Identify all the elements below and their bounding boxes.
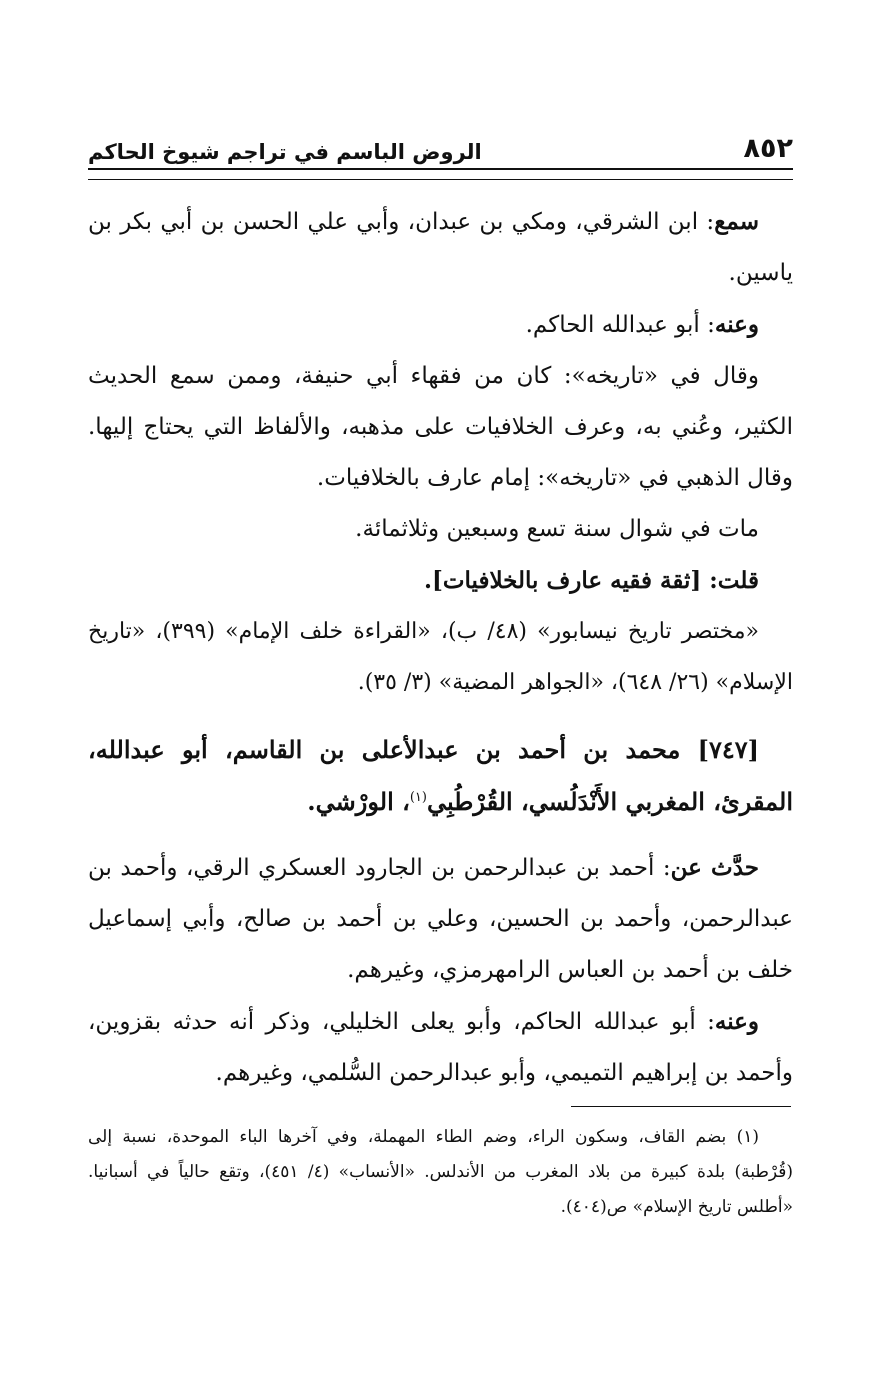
entry-heading-747 [88,724,793,828]
page-body [88,196,793,1099]
label-anhu: وعنه [714,311,759,338]
footnote-rule [571,1106,791,1107]
paragraph-sources: «مختصر تاريخ نيسابور» (٤٨/ ب)، «القراءة خلف الإمام» (٣٩٩)، «تاريخ الإسلام» (٢٦/ ٦٤٨)، «الجواهر المضية» (٣/ ٣٥). [88,619,793,695]
footnote-ref: (١) [409,790,427,805]
paragraph-haddatha [88,842,793,996]
text-anhu: : أبو عبدالله الحاكم. [525,312,715,338]
entry-heading-tail: ، الورْشي. [307,787,410,816]
page-number: ٨٥٢ [743,133,793,164]
running-title: الروض الباسم في تراجم شيوخ الحاكم [88,140,482,164]
paragraph-qultu: قلت: [ثقة فقيه عارف بالخلافيات]. [423,567,759,594]
footnote-text: (١) بضم القاف، وسكون الراء، وضم الطاء المهملة، وفي آخرها الباء الموحدة، نسبة إلى (قُرْطبة) بلدة كبيرة من بلاد المغرب من الأندلس. «الأنساب» (٤/ ٤٥١)، وتقع حالياً في أسبانيا. «أطلس تاريخ الإسلام» ص(٤٠٤). [88,1127,793,1217]
label-sami: سمع [714,208,759,235]
paragraph-death: مات في شوال سنة تسع وسبعين وثلاثمائة. [355,516,759,542]
paragraph-anhu-747 [88,996,793,1099]
text-anhu-747: : أبو عبدالله الحاكم، وأبو يعلى الخليلي، وذكر أنه حدثه بقزوين، وأحمد بن إبراهيم التميمي، وأبو عبدالرحمن السُّلمي، وغيرهم. [88,1009,793,1086]
paragraph-sami [88,196,793,299]
text-haddatha: : أحمد بن عبدالرحمن بن الجارود العسكري الرقي، وأحمد بن عبدالرحمن، وأحمد بن الحسين، وعلي بن أحمد بن صالح، وأبي إسماعيل خلف بن أحمد بن العباس الرامهرمزي، وغيرهم. [88,855,793,983]
label-anhu-747: وعنه [714,1008,759,1035]
label-haddatha: حدَّث عن [670,854,759,881]
paragraph-anhu [88,299,793,351]
paragraph-tarikh: وقال في «تاريخه»: كان من فقهاء أبي حنيفة، وممن سمع الحديث الكثير، وعُني به، وعرف الخلافيات على مذهبه، والألفاظ التي يحتاج إليها. وقال الذهبي في «تاريخه»: إمام عارف بالخلافيات. [88,363,793,491]
header-rule [88,168,793,180]
footnote [88,1120,793,1225]
page-header [88,118,793,164]
text-sami: : ابن الشرقي، ومكي بن عبدان، وأبي علي الحسن بن أبي بكر بن ياسين. [88,209,793,286]
entry-heading-main: [٧٤٧] محمد بن أحمد بن عبدالأعلى بن القاسم، أبو عبدالله، المقرئ، المغربي الأَنْدَلُسي، القُرْطُبِي [88,735,793,816]
